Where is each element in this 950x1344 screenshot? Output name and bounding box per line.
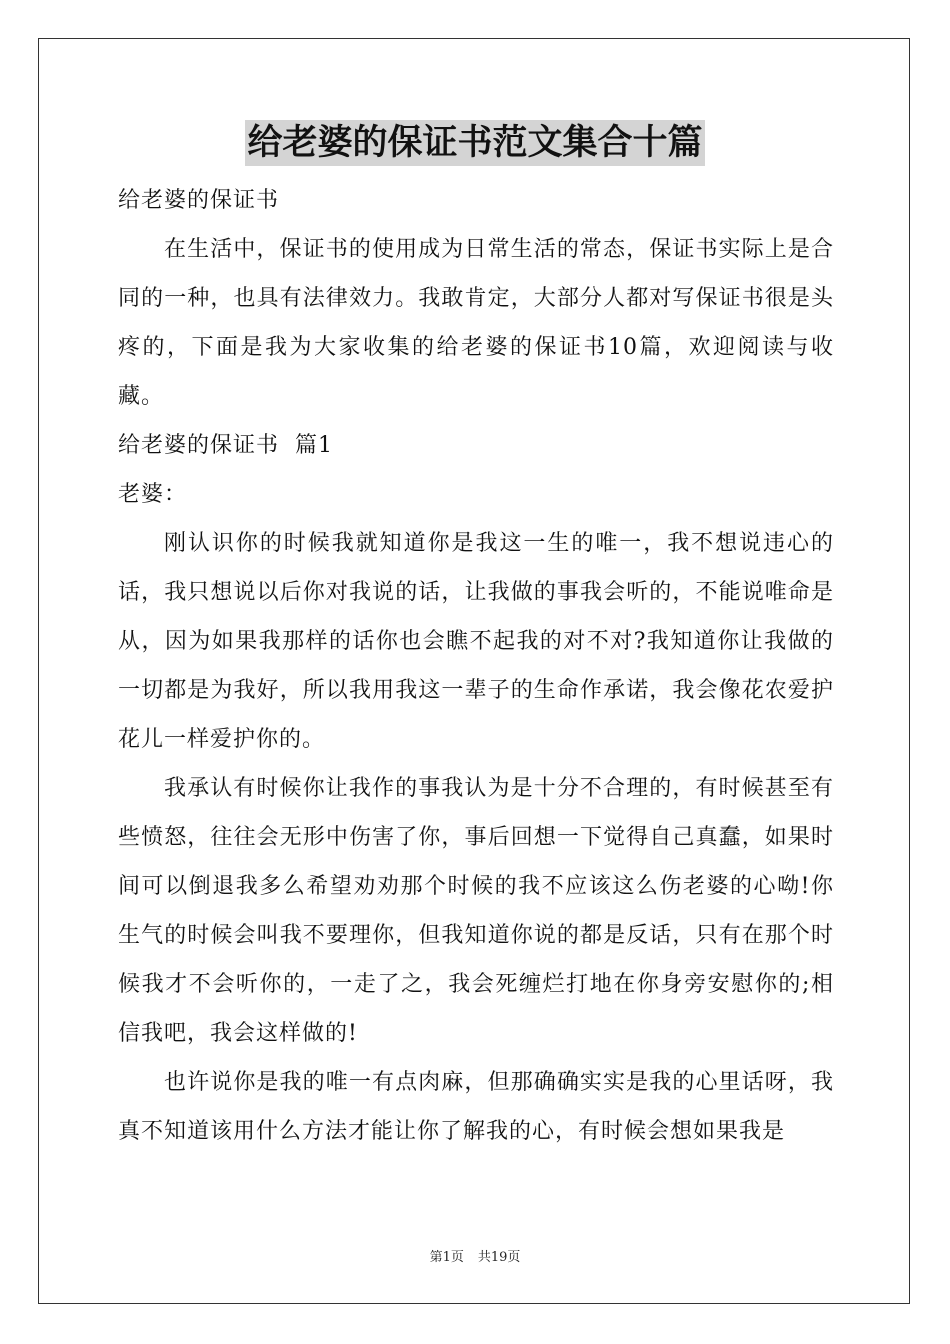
body-paragraph: 刚认识你的时候我就知道你是我这一生的唯一，我不想说违心的话，我只想说以后你对我说的话，让我做的事我会听的，不能说唯命是从，因为如果我那样的话你也会瞧不起我的对不对?我知道你让我做的一切都是为我好，所以我用我这一辈子的生命作承诺，我会像花农爱护花儿一样爱护你的。	[118, 531, 834, 752]
page-number: 第1页	[429, 1250, 464, 1265]
document-title: 给老婆的保证书范文集合十篇	[245, 120, 704, 166]
salutation: 老婆：	[118, 482, 188, 507]
section-heading: 给老婆的保证书 篇1	[118, 433, 333, 458]
body-paragraph: 也许说你是我的唯一有点肉麻，但那确确实实是我的心里话呀，我真不知道该用什么方法才能让你了解我的心，有时候会想如果我是	[118, 1070, 834, 1144]
intro-paragraph: 在生活中，保证书的使用成为日常生活的常态，保证书实际上是合同的一种，也具有法律效力。我敢肯定，大部分人都对写保证书很是头疼的，下面是我为大家收集的给老婆的保证书10篇，欢迎阅读与收藏。	[118, 237, 834, 409]
title-wrap	[0, 120, 950, 166]
document-body	[118, 176, 834, 1156]
page-total: 共19页	[477, 1250, 521, 1265]
subtitle: 给老婆的保证书	[118, 188, 280, 213]
body-paragraph: 我承认有时候你让我作的事我认为是十分不合理的，有时候甚至有些愤怒，往往会无形中伤害了你，事后回想一下觉得自己真蠢，如果时间可以倒退我多么希望劝劝那个时候的我不应该这么伤老婆的心呦!你生气的时候会叫我不要理你，但我知道你说的都是反话，只有在那个时候我才不会听你的，一走了之，我会死缠烂打地在你身旁安慰你的;相信我吧，我会这样做的!	[118, 776, 834, 1046]
page-footer	[0, 1246, 950, 1265]
